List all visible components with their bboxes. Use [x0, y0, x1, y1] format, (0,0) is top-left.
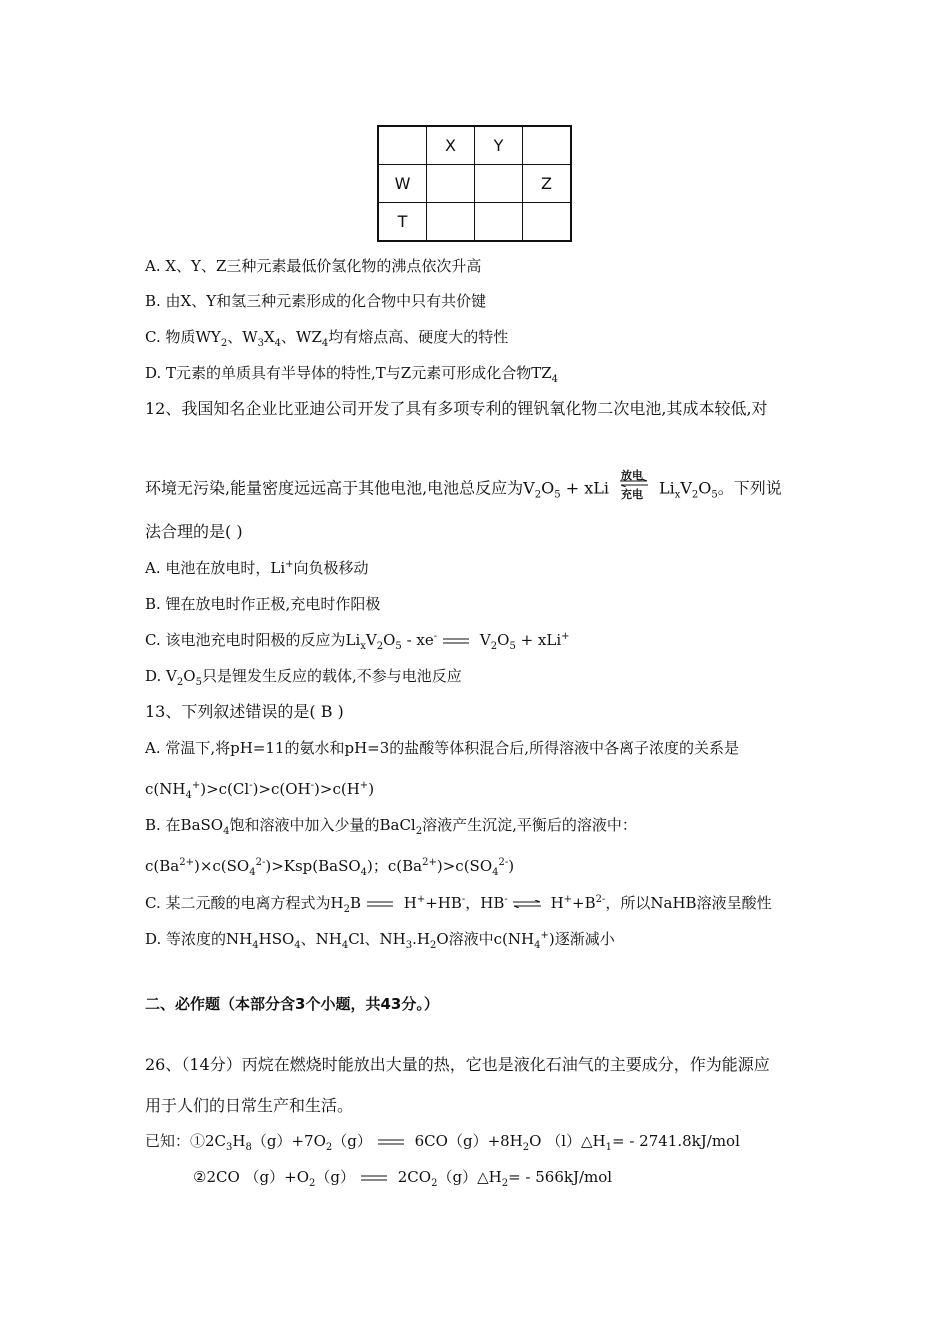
q13-option-b-line1: B. 在BaSO$_4$饱和溶液中加入少量的BaCl$_2$溶液产生沉淀,平衡后的溶液中： [145, 816, 637, 837]
arrow-label-discharge: 放电 [620, 469, 643, 482]
grid-cell-t: T [378, 203, 427, 242]
grid-cell [523, 126, 572, 165]
q13-stem: 13、下列叙述错误的是( B ) [145, 702, 344, 721]
grid-cell-y: Y [475, 126, 523, 165]
equals-arrow-icon [365, 900, 395, 908]
reversible-arrow [619, 466, 649, 500]
grid-cell [427, 203, 475, 242]
q13-option-d: D. 等浓度的$NH_4HSO_4$、$NH_4Cl$、$NH_3.H_2O$溶液中$c(NH_4^+)$逐渐减小 [145, 930, 615, 951]
equals-arrow-icon [441, 637, 471, 645]
equals-arrow-icon [359, 1174, 389, 1182]
q12-stem-line3: 法合理的是( ) [145, 522, 243, 541]
grid-cell [427, 165, 475, 203]
q12-option-a: A. 电池在放电时，Li+向负极移动 [145, 559, 369, 577]
q26-stem-line2: 用于人们的日常生产和生活。 [145, 1096, 354, 1115]
q26-equation-1: 已知：$①2C_3H_8(g)+7O_2(g)$ $6CO(g)+8H_2O$ $(l)\triangle H_1= - 2741.8kJ/mol$ [145, 1132, 740, 1153]
q12-stem-line1: 12、我国知名企业比亚迪公司开发了具有多项专利的锂钒氧化物二次电池,其成本较低,对 [145, 399, 768, 418]
grid-cell-z: Z [523, 165, 572, 203]
q11-option-a: A. X、Y、Z三种元素最低价氢化物的沸点依次升高 [145, 257, 482, 275]
q12-option-b: B. 锂在放电时作正极,充电时作阳极 [145, 595, 381, 613]
q11-option-b: B. 由X、Y和氢三种元素形成的化合物中只有共价键 [145, 292, 487, 310]
arrow-label-charge: 充电 [620, 488, 643, 501]
grid-cell-w: W [378, 165, 427, 203]
equals-arrow-icon [376, 1138, 406, 1146]
q13-option-b-line2: $c(Ba^{2+})\times c(SO_4^{2-})>Ksp(BaSO_4)$；$c(Ba^{2+})>c(SO_4^{2-})$ [145, 857, 515, 878]
q12-option-d: D. $V_2O_5$只是锂发生反应的载体,不参与电池反应 [145, 667, 462, 688]
q26-stem-line1: 26、（14分）丙烷在燃烧时能放出大量的热，它也是液化石油气的主要成分，作为能源应 [145, 1055, 770, 1074]
grid-cell [475, 203, 523, 242]
q13-option-a-line2: $c(NH_4^+)>c(Cl^-)>c(OH^-)>c(H^+)$ [145, 780, 375, 801]
q12-option-c: C. 该电池充电时阳极的反应为$Li_xV_2O_5 - xe^-$ $V_2O_5 + xLi^+$ [145, 631, 570, 652]
q12-stem-line2: 环境无污染,能量密度远远高于其他电池,电池总反应为$V_2O_5$ + xLi 放电 充电 $Li_xV_2O_5$。下列说 [145, 472, 782, 506]
section-heading: 二、必作题（本部分含3个小题，共43分。） [145, 995, 439, 1013]
q26-equation-2: ②2CO $(g)+O_2(g)$ $2CO_2(g)\triangle H_2= - 566kJ/mol$ [193, 1168, 613, 1189]
grid-cell-x: X [427, 126, 475, 165]
q11-option-c: C. 物质$WY_2$、$W_3X_4$、$WZ_4$均有熔点高、硬度大的特性 [145, 328, 509, 349]
q13-option-a-line1: A. 常温下,将pH=11的氨水和pH=3的盐酸等体积混合后,所得溶液中各离子浓度的关系是 [145, 739, 740, 757]
grid-cell [378, 126, 427, 165]
periodic-table-fragment [377, 125, 572, 242]
q13-option-c: C. 某二元酸的电离方程式为$H_2B$ H++HB-，HB- $H^++B^{2-}$，所以NaHB溶液呈酸性 [145, 894, 772, 915]
grid-cell [475, 165, 523, 203]
q11-option-d: D. T元素的单质具有半导体的特性,T与Z元素可形成化合物$TZ_4$ [145, 364, 559, 385]
equilibrium-arrow-icon [512, 900, 542, 908]
grid-cell [523, 203, 572, 242]
